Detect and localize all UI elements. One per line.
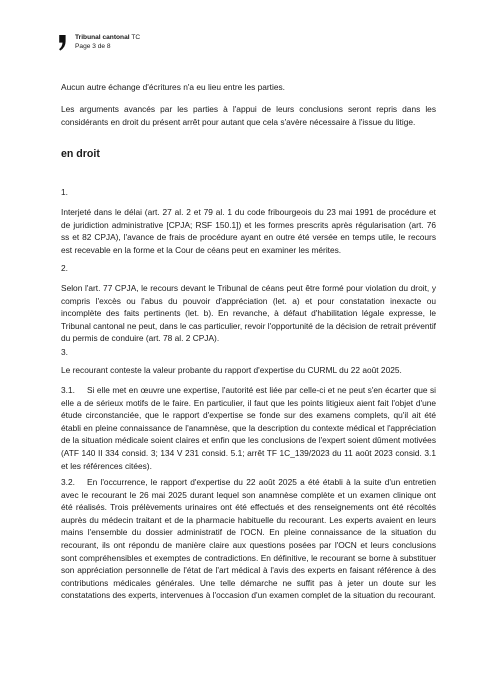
sub-considerant-number-3-1: 3.1. [61, 385, 75, 395]
considerant-text-3: Le recourant conteste la valeur probante du rapport d'expertise du CURML du 22 août 2025. [61, 365, 402, 375]
considerant-number-1: 1. [61, 187, 68, 197]
section-title: en droit [61, 148, 100, 160]
considerant-number-3: 3. [61, 347, 68, 357]
sub-considerant-text-3-1: Si elle met en œuvre une expertise, l'autorité est liée par celle-ci et ne peut s'en écarter que si elle a de sérieux motifs de le faire. En particulier, il faut que les points litigieux aient fait l'objet d'une étude circonstanciée, que le rapport d'expertise se fonde sur des examens complets, qu'il ait été établi en pleine connaissance de l'anamnèse, que la description du contexte médical et l'appréciation de la situation médicale soient claires et enfin que les conclusions de l'expert soient dûment motivées (ATF 140 II 334 consid. 3; 134 V 231 consid. 5.1; arrêt TF 1C_139/2023 du 11 août 2023 consid. 3.1 et les références citées). [61, 385, 436, 471]
sub-considerant-text-3-2: En l'occurrence, le rapport d'expertise du 22 août 2025 a été établi à la suite d'un entretien avec le recourant le 26 mai 2025 durant lequel son anamnèse complète et un examen clinique ont été réalisés. Trois prélèvements urinaires ont été effectués et des renseignements ont été récoltés auprès du médecin traitant et de la pharmacie habituelle du recourant. Les experts avaient en leurs mains l'ensemble du dossier administratif de l'OCN. En pleine connaissance de la situation du recourant, ils ont répondu de manière claire aux questions posées par l'OCN et leurs conclusions sont compréhensibles et exemptes de contradictions. En définitive, le recourant se borne à substituer son appréciation personnelle de l'état de l'art médical à l'avis des experts en faisant référence à des contributions médicales générales. Une telle démarche ne suffit pas à jeter un doute sur les constatations des experts, intervenues à l'occasion d'un examen complet de la situation du recourant. [61, 477, 436, 601]
court-abbreviation: TC [131, 34, 141, 41]
considerant-number-2: 2. [61, 263, 68, 273]
considerant-text-1: Interjeté dans le délai (art. 27 al. 2 et 79 al. 1 du code fribourgeois du 23 mai 1991 de procédure et de juridiction administrative [CPJA; RSF 150.1]) et les formes prescrits après régularisation (art. 76 ss et 82 CPJA), l'avance de frais de procédure ayant en outre été versée en temps utile, le recours est recevable en la forme et la Cour de céans peut en examiner les mérites. [61, 207, 436, 255]
sub-considerant-number-3-2: 3.2. [61, 477, 75, 487]
court-logo-icon [58, 34, 68, 52]
page-number: Page 3 de 8 [75, 43, 111, 50]
intro-paragraph-1: Aucun autre échange d'écritures n'a eu lieu entre les parties. [61, 82, 285, 92]
intro-paragraph-2: Les arguments avancés par les parties à l'appui de leurs conclusions seront repris dans les considérants en droit du présent arrêt pour autant que cela s'avère nécessaire à l'issue du litige. [61, 104, 436, 127]
court-name [75, 34, 140, 42]
court-name-bold: Tribunal cantonal [75, 34, 130, 41]
considerant-text-2: Selon l'art. 77 CPJA, le recours devant le Tribunal de céans peut être formé pour violation du droit, y compris l'excès ou l'abus du pouvoir d'appréciation (let. a) et pour constatation inexacte ou incomplète des faits pertinents (let. b). En revanche, à défaut d'habilitation légale expresse, le Tribunal cantonal ne peut, dans le cas particulier, revoir l'opportunité de la décision de retrait préventif du permis de conduire (art. 78 al. 2 CPJA). [61, 283, 436, 344]
